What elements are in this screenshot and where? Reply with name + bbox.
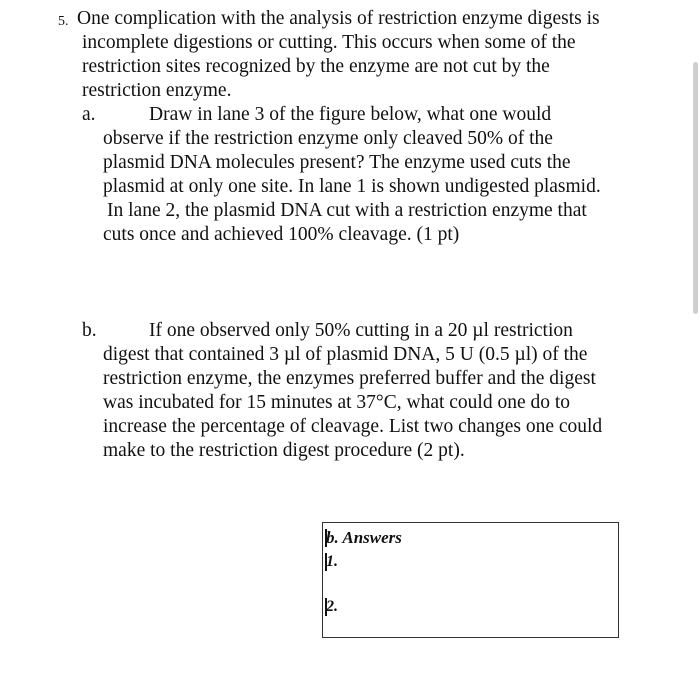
answer-box[interactable] (322, 522, 619, 638)
intro-line: One complication with the analysis of restriction enzyme digests is (77, 8, 600, 29)
question-number: 5. (58, 14, 69, 29)
part-b-line: If one observed only 50% cutting in a 20 µl restriction (149, 320, 573, 341)
part-a-line: Draw in lane 3 of the figure below, what one would (149, 104, 552, 125)
intro-line: restriction enzyme. (82, 80, 232, 101)
answer-item-1[interactable]: 1. (326, 553, 338, 570)
part-a-line: cuts once and achieved 100% cleavage. (1 pt) (103, 224, 460, 245)
part-b-line: increase the percentage of cleavage. List two changes one could (103, 416, 603, 437)
part-b-label: b. (82, 320, 97, 341)
answer-box-title: b. Answers (326, 528, 402, 547)
part-a-line: plasmid DNA molecules present? The enzyme used cuts the (103, 152, 571, 173)
intro-line: restriction sites recognized by the enzyme are not cut by the (82, 56, 550, 77)
part-b-line: was incubated for 15 minutes at 37°C, what could one do to (103, 392, 571, 413)
part-b-line: restriction enzyme, the enzymes preferred buffer and the digest (103, 368, 596, 389)
answer-item-2[interactable]: 2. (326, 598, 338, 615)
part-b-line: make to the restriction digest procedure (2 pt). (103, 440, 465, 461)
part-a-line: plasmid at only one site. In lane 1 is shown undigested plasmid. (103, 176, 601, 197)
part-a-label: a. (82, 104, 96, 125)
intro-line: incomplete digestions or cutting. This occurs when some of the (82, 32, 576, 53)
part-a-line: observe if the restriction enzyme only cleaved 50% of the (103, 128, 553, 149)
scrollbar[interactable] (693, 62, 698, 314)
part-a-line: In lane 2, the plasmid DNA cut with a restriction enzyme that (107, 200, 587, 221)
part-b-line: digest that contained 3 µl of plasmid DNA, 5 U (0.5 µl) of the (103, 344, 588, 365)
